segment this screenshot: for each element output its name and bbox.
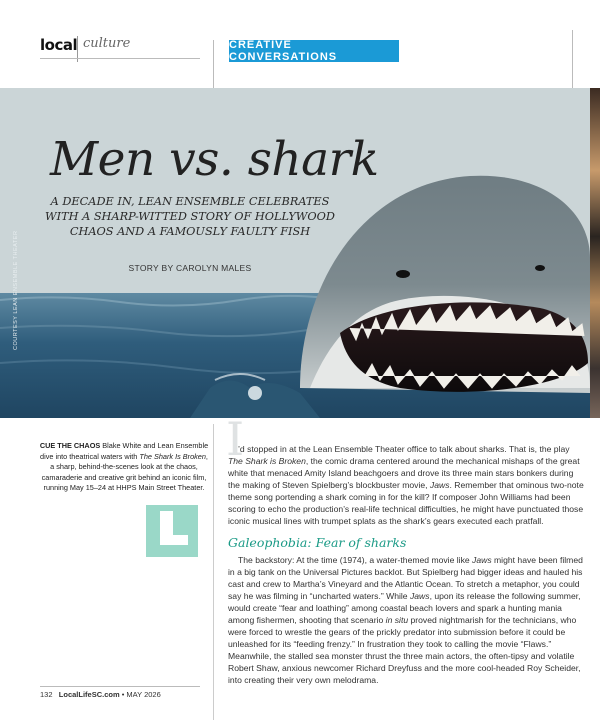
byline: STORY BY CAROLYN MALES [128,263,252,273]
local-l-logo [146,505,198,557]
header-rule [40,58,200,59]
caption-lead: CUE THE CHAOS [39,441,101,450]
film-title: Jaws [429,480,450,490]
text: ’d stopped in at the Lean Ensemble Theater office to talk about sharks. That is, the play [238,444,570,454]
text: . Remember that ominous two-note theme song portending a shark coming in for the kill? If composer John Williams had been scoring to echo the production’s real-life technical difficulties, he might have punctuated those iconic musical lines with trumpet splats as the shark’s gears executed each pratfall. [228,480,584,526]
deck: A DECADE IN, LEAN ENSEMBLE CELEBRATES WITH A SHARP-WITTED STORY OF HOLLYWOOD CHAOS AND A FAMOUSLY FAULTY FISH [45,195,335,238]
series-banner: CREATIVE CONVERSATIONS [229,40,399,62]
drop-cap: I [226,412,245,466]
paragraph-2 [228,554,584,686]
caption-text: Blake White and Lean Ensemble dive into theatrical waters with [40,441,209,461]
film-title: Jaws [472,555,492,565]
issue-date: • MAY 2026 [119,690,161,699]
photo-caption [38,441,210,494]
section-label: culture [83,36,131,51]
brand-logo: local [40,36,78,54]
text: The backstory: At the time (1974), a water-themed movie like [238,555,473,565]
film-title: Jaws [409,591,430,601]
text: , the comic drama centered around the mechanical mishaps of the great white that menaced Amity Island beachgoers and drove its three main stars bonkers during the making of Steven Spielberg’s blockbuster movie, [228,456,580,490]
italic-term: in situ [385,615,409,625]
play-title: The Shark is Broken [228,456,306,466]
adjacent-page-edge [590,88,600,418]
column-rule-body [213,424,214,720]
text: proved nightmarish for the technicians, who were forced to wrestle the gears of the prickly predator into submission before it could be unleashed for its “feeding frenzy.” In frustration they took to calling the movie “Flaws.” Meanwhile, the stalled sea monster thrust the three main actors, the often-tipsy and volatile Robert Shaw, anxious newcomer Richard Dreyfuss and the more cool-headed Roy Scheider, into creating their very own melodrama. [228,615,581,685]
photo-credit: COURTESY LEAN ENSEMBLE THEATER [13,230,19,350]
paragraph-1 [228,443,584,527]
page-number: 132 [40,690,53,699]
caption-title: The Shark Is Broken [139,451,206,461]
text: might have been filmed in a big tank on the Universal Pictures backlot. But Spielberg had bigger ideas and hauled his cast and crew to Martha’s Vineyard and the Atlantic Ocean. To stretch a metaphor, you could say he was filming in “uncharted waters.” While [228,555,583,601]
text: , upon its release the following summer, would create “fear and loathing” among coastal beach lovers and spark a hunting mania among fishermen, shooting that scenario [228,591,581,625]
folio [40,690,161,699]
site-url: LocalLifeSC.com [58,690,120,699]
caption-text-2: , a sharp, behind-the-scenes look at the chaos, camaraderie and creative grit behind an iconic film, running May 15–24 at HHPS Main Street Theater. [41,451,208,493]
column-rule-right [572,30,573,88]
headline: Men vs. shark [50,132,379,187]
column-rule [213,40,214,88]
article-body [228,443,584,686]
footer-rule [40,686,200,687]
subhead: Galeophobia: Fear of sharks [228,535,407,550]
